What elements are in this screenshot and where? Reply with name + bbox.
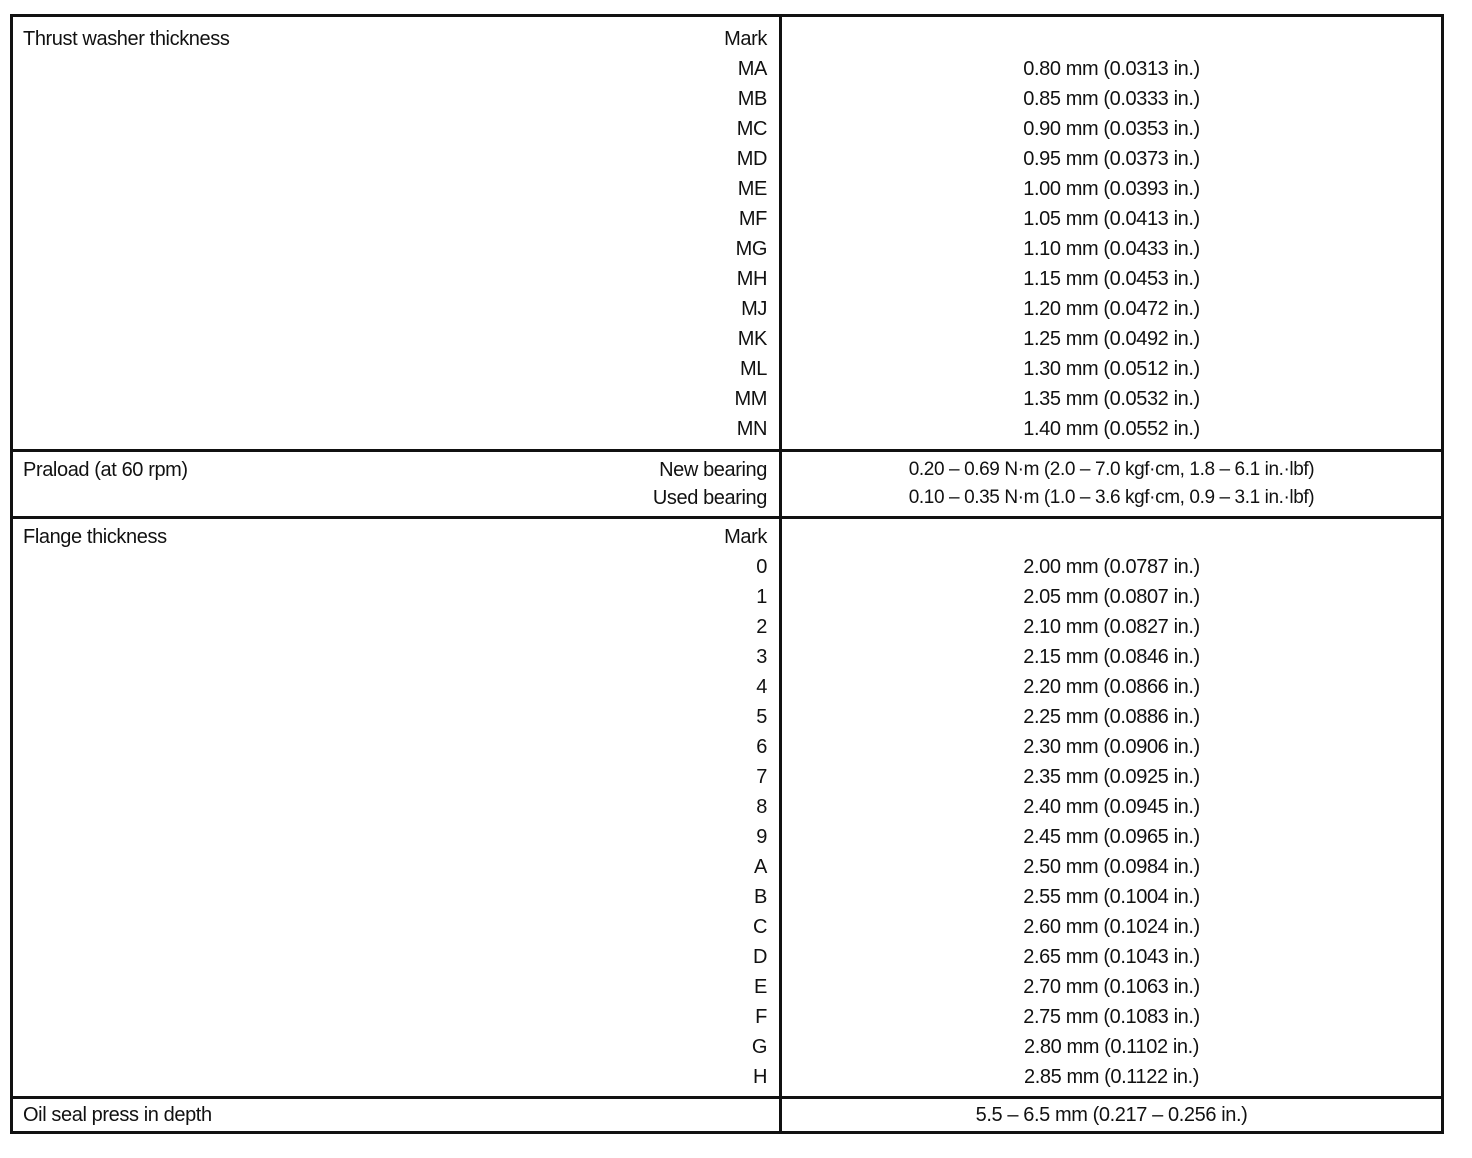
- mark-header: Mark: [724, 526, 767, 548]
- table-row-value: 2.50 mm (0.0984 in.): [1023, 856, 1200, 878]
- table-row-value: 1.40 mm (0.0552 in.): [1023, 418, 1200, 440]
- table-row-mark: G: [751, 1036, 767, 1058]
- table-row-value: 2.25 mm (0.0886 in.): [1023, 706, 1200, 728]
- table-row-value: 2.75 mm (0.1083 in.): [1023, 1006, 1200, 1028]
- table-row-mark: H: [752, 1066, 767, 1088]
- new-bearing-value: 0.20 – 0.69 N·m (2.0 – 7.0 kgf·cm, 1.8 – 6.1 in.·lbf): [908, 459, 1315, 480]
- table-row-mark: MN: [736, 418, 767, 440]
- mark-header: Mark: [724, 28, 767, 50]
- table-row-value: 1.35 mm (0.0532 in.): [1023, 388, 1200, 410]
- table-row-value: 2.30 mm (0.0906 in.): [1023, 736, 1200, 758]
- table-row-mark: 0: [756, 556, 767, 578]
- oil-seal-section: [13, 1099, 1441, 1131]
- table-row-value: 2.05 mm (0.0807 in.): [1023, 586, 1200, 608]
- table-row-value: 1.30 mm (0.0512 in.): [1023, 358, 1200, 380]
- table-row-mark: 4: [756, 676, 767, 698]
- table-row-mark: MJ: [741, 298, 767, 320]
- table-row-mark: D: [752, 946, 767, 968]
- table-row-value: 0.80 mm (0.0313 in.): [1023, 58, 1200, 80]
- table-row-mark: MA: [737, 58, 767, 80]
- table-row-mark: MF: [738, 208, 767, 230]
- table-row-value: 1.25 mm (0.0492 in.): [1023, 328, 1200, 350]
- table-row-mark: 5: [756, 706, 767, 728]
- table-row-value: 2.20 mm (0.0866 in.): [1023, 676, 1200, 698]
- table-row-mark: 6: [756, 736, 767, 758]
- used-bearing-label: Used bearing: [652, 487, 767, 509]
- table-row-mark: 2: [756, 616, 767, 638]
- flange-label: Flange thickness: [23, 526, 167, 548]
- oil-seal-label: Oil seal press in depth: [23, 1104, 212, 1126]
- table-row-mark: ML: [740, 358, 767, 380]
- table-row-mark: 9: [756, 826, 767, 848]
- table-row-value: 1.20 mm (0.0472 in.): [1023, 298, 1200, 320]
- table-row-value: 2.80 mm (0.1102 in.): [1023, 1036, 1200, 1058]
- table-row-value: 1.00 mm (0.0393 in.): [1023, 178, 1200, 200]
- table-row-mark: F: [755, 1006, 767, 1028]
- table-row-value: 2.35 mm (0.0925 in.): [1023, 766, 1200, 788]
- new-bearing-label: New bearing: [659, 459, 767, 481]
- table-row-value: 2.15 mm (0.0846 in.): [1023, 646, 1200, 668]
- table-row-value: 2.60 mm (0.1024 in.): [1023, 916, 1200, 938]
- preload-values: [782, 452, 1441, 516]
- table-row-mark: MB: [737, 88, 767, 110]
- table-row-value: 2.00 mm (0.0787 in.): [1023, 556, 1200, 578]
- thrust-washer-section: [13, 17, 1441, 452]
- table-row-value: 2.10 mm (0.0827 in.): [1023, 616, 1200, 638]
- table-row-mark: MM: [734, 388, 767, 410]
- oil-seal-value: 5.5 – 6.5 mm (0.217 – 0.256 in.): [975, 1104, 1248, 1126]
- table-row-value: 2.65 mm (0.1043 in.): [1023, 946, 1200, 968]
- flange-values: [782, 519, 1441, 1096]
- table-row-mark: MH: [736, 268, 767, 290]
- table-row-mark: 7: [756, 766, 767, 788]
- table-row-value: 2.70 mm (0.1063 in.): [1023, 976, 1200, 998]
- table-row-mark: C: [752, 916, 767, 938]
- thrust-washer-label: Thrust washer thickness: [23, 28, 230, 50]
- table-row-mark: E: [754, 976, 767, 998]
- table-row-mark: B: [754, 886, 767, 908]
- table-row-mark: A: [754, 856, 767, 878]
- preload-marks: [653, 456, 767, 512]
- table-row-mark: MD: [736, 148, 767, 170]
- spec-table: [10, 14, 1444, 1134]
- table-row-value: 2.85 mm (0.1122 in.): [1023, 1066, 1200, 1088]
- flange-section: [13, 519, 1441, 1099]
- table-row-mark: 3: [756, 646, 767, 668]
- table-row-value: 2.45 mm (0.0965 in.): [1023, 826, 1200, 848]
- table-row-mark: MC: [736, 118, 767, 140]
- table-row-value: 1.15 mm (0.0453 in.): [1023, 268, 1200, 290]
- used-bearing-value: 0.10 – 0.35 N·m (1.0 – 3.6 kgf·cm, 0.9 – 3.1 in.·lbf): [908, 487, 1315, 508]
- table-row-mark: 8: [756, 796, 767, 818]
- preload-section: [13, 452, 1441, 519]
- table-row-mark: 1: [756, 586, 767, 608]
- preload-label: Praload (at 60 rpm): [23, 459, 188, 481]
- thrust-washer-values: [782, 17, 1441, 449]
- table-row-mark: MG: [735, 238, 767, 260]
- table-row-value: 0.95 mm (0.0373 in.): [1023, 148, 1200, 170]
- table-row-value: 0.90 mm (0.0353 in.): [1023, 118, 1200, 140]
- thrust-washer-marks: [724, 24, 767, 444]
- table-row-mark: MK: [737, 328, 767, 350]
- flange-marks: [724, 522, 767, 1092]
- table-row-value: 2.55 mm (0.1004 in.): [1023, 886, 1200, 908]
- table-row-mark: ME: [737, 178, 767, 200]
- table-row-value: 0.85 mm (0.0333 in.): [1023, 88, 1200, 110]
- table-row-value: 2.40 mm (0.0945 in.): [1023, 796, 1200, 818]
- table-row-value: 1.05 mm (0.0413 in.): [1023, 208, 1200, 230]
- table-row-value: 1.10 mm (0.0433 in.): [1023, 238, 1200, 260]
